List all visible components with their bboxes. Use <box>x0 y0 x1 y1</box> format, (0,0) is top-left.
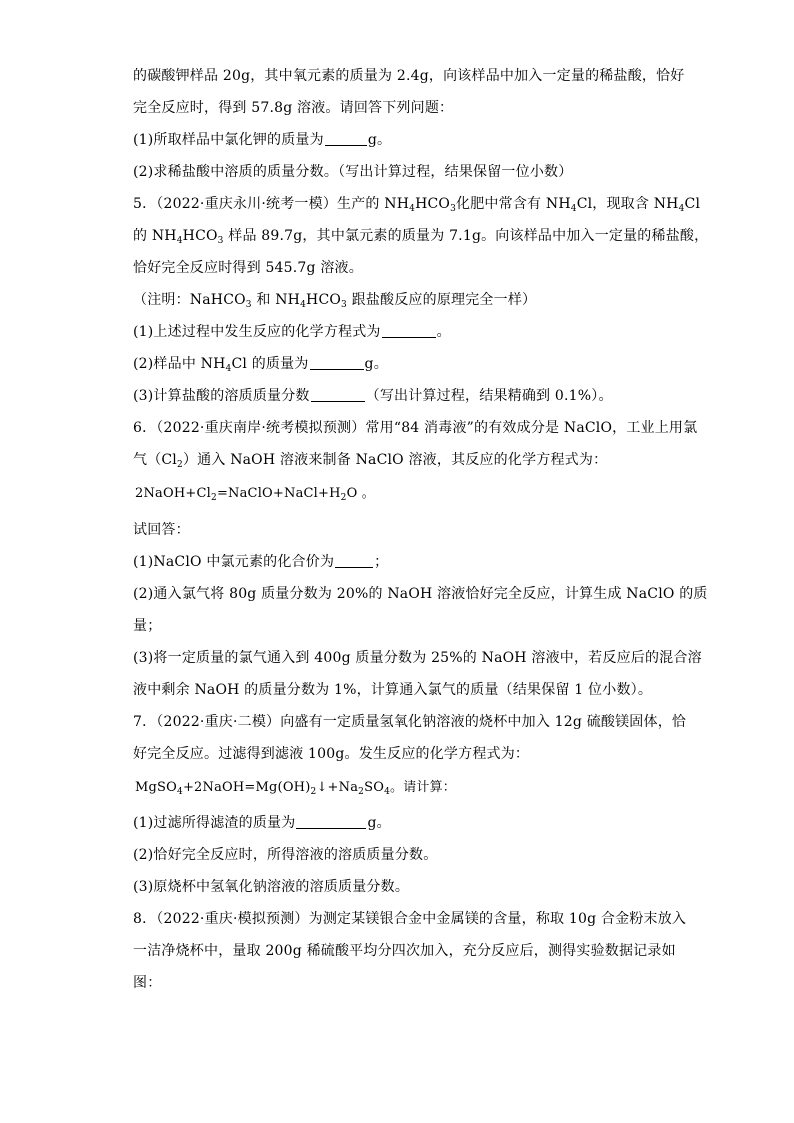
q6-sub-2: (2)通入氯气将 80g 质量分数为 20%的 NaOH 溶液恰好完全反应，计算生成 NaClO 的质 <box>133 586 708 602</box>
q5-sub-2: (2)样品中 $NH_4Cl$ 的质量为 g。 <box>133 356 388 374</box>
q8-line-2: 一洁净烧杯中，量取 200g 稀硫酸平均分四次加入，充分反应后，测得实验数据记录如 <box>133 943 676 959</box>
q8-line-3: 图： <box>133 975 162 991</box>
q5-line-1: 5．（2022·重庆永川·统考一模）生产的 $NH_4HCO_3$化肥中常含有 $NH_4Cl$，现取含 $NH_4Cl$ <box>133 196 701 214</box>
q6-sub-3: (3)将一定质量的氯气通入到 400g 质量分数为 25%的 NaOH 溶液中，若反应后的混合溶 <box>133 650 702 666</box>
q4-line-2: 完全反应时，得到 57.8g 溶液。请回答下列问题： <box>133 100 454 116</box>
q5-note: （注明：NaHCO$_3$ 和 $NH_4HCO_3$ 跟盐酸反应的原理完全一样） <box>133 292 537 310</box>
q6-sub-3-cont: 液中剩余 NaOH 的质量分数为 1%，计算通入氯气的质量（结果保留 1 位小数）。 <box>133 682 653 698</box>
q7-sub-1: (1)过滤所得滤渣的质量为 g。 <box>133 815 391 831</box>
q5-line-3: 恰好完全反应时得到 545.7g 溶液。 <box>133 260 363 276</box>
q4-sub-1: (1)所取样品中氯化钾的质量为 g。 <box>133 132 392 148</box>
q5-sub-1: (1)上述过程中发生反应的化学方程式为 。 <box>133 324 451 340</box>
q6-equation: $2NaOH+Cl_2=NaClO+NaCl+H_2O$ 。 <box>135 486 375 503</box>
q6-sub-1: (1)NaClO 中氯元素的化合价为 ； <box>133 554 389 570</box>
q7-line-2: 好完全反应。过滤得到滤液 100g。发生反应的化学方程式为： <box>133 746 530 762</box>
q4-sub-2: (2)求稀盐酸中溶质的质量分数。（写出计算过程，结果保留一位小数） <box>133 164 573 180</box>
answer-blank[interactable] <box>335 553 373 568</box>
q6-sub-2-cont: 量； <box>133 618 162 634</box>
answer-blank[interactable] <box>382 323 436 338</box>
q6-prompt: 试回答： <box>133 522 190 538</box>
q7-sub-3: (3)原烧杯中氢氧化钠溶液的溶质质量分数。 <box>133 879 410 895</box>
q6-line-1: 6．（2022·重庆南岸·统考模拟预测）常用“84 消毒液”的有效成分是 NaClO，工业上用氯 <box>133 420 698 436</box>
answer-blank[interactable] <box>296 814 366 829</box>
q7-equation: $MgSO_4+2NaOH=Mg(OH)_2↓+Na_2SO_4$。请计算： <box>135 780 457 797</box>
q8-line-1: 8．（2022·重庆·模拟预测）为测定某镁银合金中金属镁的含量，称取 10g 合金粉末放入 <box>133 911 687 927</box>
answer-blank[interactable] <box>310 355 364 370</box>
answer-blank[interactable] <box>325 131 367 146</box>
q5-sub-3: (3)计算盐酸的溶质质量分数 （写出计算过程，结果精确到 0.1%）。 <box>133 388 613 404</box>
q7-sub-2: (2)恰好完全反应时，所得溶液的溶质质量分数。 <box>133 847 438 863</box>
q7-line-1: 7．（2022·重庆·二模）向盛有一定质量氢氧化钠溶液的烧杯中加入 12g 硫酸镁固体，恰 <box>133 714 687 730</box>
q4-line-1: 的碳酸钾样品 20g，其中氧元素的质量为 2.4g，向该样品中加入一定量的稀盐酸，恰好 <box>133 68 685 84</box>
q6-line-2: 气$(Cl_2)$通入 NaOH 溶液来制备 NaClO 溶液，其反应的化学方程式为： <box>133 452 608 470</box>
q5-line-2: 的 $NH_4HCO_3$ 样品 89.7g，其中氯元素的质量为 7.1g。向该样品中加入一定量的稀盐酸， <box>133 228 709 246</box>
answer-blank[interactable] <box>311 387 365 402</box>
